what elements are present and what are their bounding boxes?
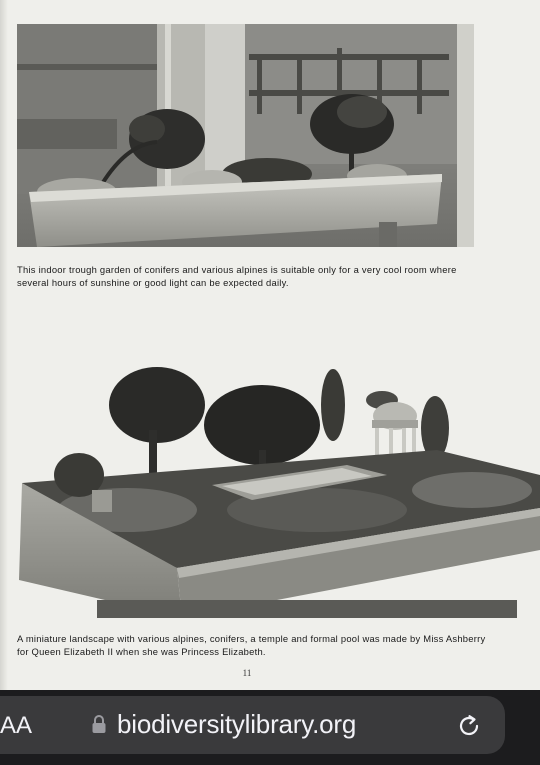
lock-icon xyxy=(91,714,107,734)
page-number: 11 xyxy=(242,668,252,678)
miniature-landscape-photo xyxy=(17,300,540,618)
url-field[interactable] xyxy=(91,708,356,740)
reader-mode-button[interactable]: AA xyxy=(0,712,33,739)
trough-garden-photo xyxy=(17,24,474,247)
reload-icon[interactable] xyxy=(455,712,483,740)
browser-address-bar xyxy=(0,690,540,765)
page-edge-shadow xyxy=(0,0,8,690)
photo-caption-trough-garden: This indoor trough garden of conifers and various alpines is suitable only for a very cool room where several hours of sunshine or good light can be expected daily. xyxy=(17,264,457,288)
photo-caption-miniature-landscape: A miniature landscape with various alpines, conifers, a temple and formal pool was made by Miss Ashberry for Queen Elizabeth II when she was Princess Elizabeth. xyxy=(17,633,486,657)
url-text: biodiversitylibrary.org xyxy=(117,708,357,739)
